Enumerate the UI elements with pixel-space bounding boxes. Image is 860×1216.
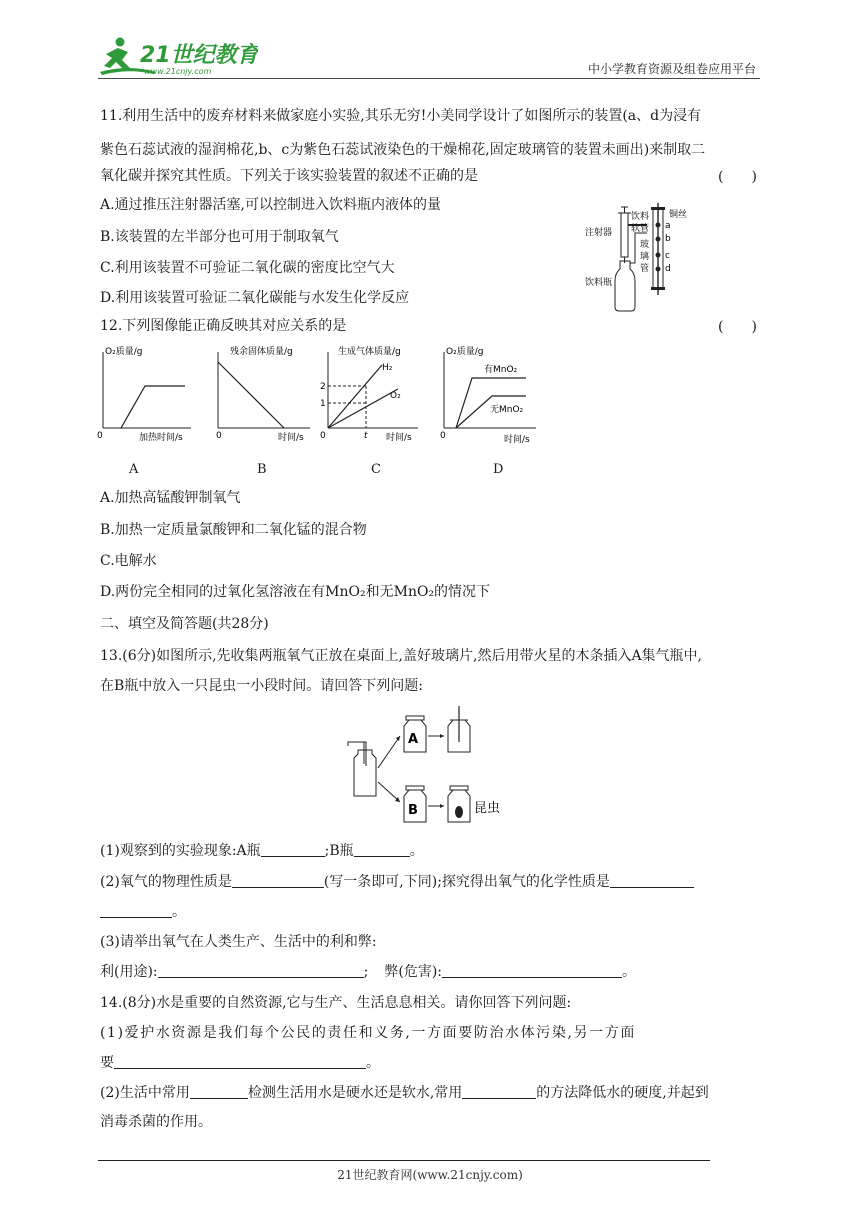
- q11-stem-line3: 氧化碳并探究其性质。下列关于该实验装置的叙述不正确的是: [100, 168, 478, 184]
- q13-part2-text-a: (2)氧气的物理性质是: [100, 874, 232, 890]
- graph-c-ylabel: 生成气体质量/g: [338, 347, 401, 357]
- graph-a-ylabel: O₂质量/g: [105, 347, 143, 357]
- graph-a-caption: A: [129, 462, 139, 477]
- q13-part3-answers: [100, 962, 636, 982]
- q11-stem-line2: 紫色石蕊试液的湿润棉花,b、c为紫色石蕊试液染色的干燥棉花,固定玻璃管的装置未画出)来制取二: [100, 142, 706, 158]
- q13-part1-text-b: ;B瓶: [324, 843, 354, 859]
- label-glass-1: 玻: [640, 240, 650, 250]
- graph-c-caption: C: [371, 462, 381, 477]
- q13-blank-bottle-a[interactable]: [261, 842, 325, 857]
- graph-d-label-with: 有MnO₂: [484, 365, 518, 375]
- graph-d: [436, 340, 541, 450]
- q14-part1-end: 。: [366, 1055, 380, 1071]
- q14-part2-text-c: 的方法降低水的硬度,并起到: [536, 1085, 709, 1101]
- q14-part1-text: 要: [100, 1055, 114, 1071]
- graph-a: [95, 340, 195, 450]
- q13-blank-physical-property[interactable]: [232, 873, 324, 888]
- site-logo: [98, 34, 258, 80]
- q14-blank-save-water[interactable]: [114, 1054, 366, 1069]
- graph-b-ylabel: 残余固体质量/g: [230, 347, 293, 357]
- q13-blank-use[interactable]: [158, 963, 364, 978]
- q14-part2-line2: 消毒杀菌的作用。: [100, 1114, 212, 1130]
- label-a: a: [665, 221, 671, 231]
- section-2-title: 二、填空及简答题(共28分): [100, 616, 269, 632]
- graph-d-xlabel: 时间/s: [504, 435, 530, 445]
- label-copper-wire: 铜丝: [669, 210, 688, 220]
- graph-b-curve: [218, 362, 284, 428]
- q13-bottles-figure: [344, 706, 514, 830]
- graph-c-line-h2: [328, 365, 382, 428]
- q12-option-c: C.电解水: [100, 553, 157, 569]
- q13-stem-line2: 在B瓶中放入一只昆虫一小段时间。请回答下列问题:: [100, 678, 424, 694]
- q13-separator: ;: [363, 964, 369, 980]
- logo-url-text: www.21cnjy.com: [144, 67, 212, 76]
- q13-use-label: 利(用途):: [100, 964, 158, 980]
- q13-harm-label: 弊(危害):: [384, 964, 442, 980]
- graph-d-curve-with: [456, 378, 526, 428]
- footer-divider: [98, 1160, 710, 1161]
- q13-blank-chemical-property-1[interactable]: [610, 873, 694, 888]
- graph-b-xlabel: 时间/s: [278, 433, 304, 443]
- graph-c: [318, 340, 423, 450]
- graph-c-label-h2: H₂: [382, 363, 393, 373]
- q12-option-d: D.两份完全相同的过氧化氢溶液在有MnO₂和无MnO₂的情况下: [100, 584, 491, 600]
- q14-part1-line2: [100, 1053, 380, 1073]
- graph-c-tick-t: t: [364, 431, 368, 441]
- graph-d-caption: D: [493, 462, 504, 477]
- graph-d-ylabel: O₂质量/g: [446, 347, 484, 357]
- q14-part2: [100, 1083, 709, 1103]
- graph-c-xlabel: 时间/s: [386, 433, 412, 443]
- graph-d-label-without: 无MnO₂: [490, 405, 524, 415]
- q14-blank-detect[interactable]: [190, 1084, 248, 1099]
- q14-part1-line1: (1)爱护水资源是我们每个公民的责任和义务,一方面要防治水体污染,另一方面: [100, 1025, 636, 1041]
- q14-part2-text-a: (2)生活中常用: [100, 1085, 190, 1101]
- label-glass-2: 璃: [640, 252, 650, 262]
- graph-b-caption: B: [257, 462, 267, 477]
- graph-c-tick-2: 2: [320, 382, 326, 392]
- insect-label: 昆虫: [474, 801, 501, 816]
- q13-stem-line1: 13.(6分)如图所示,先收集两瓶氧气正放在桌面上,盖好玻璃片,然后用带火星的木条插入A集气瓶中,: [100, 648, 703, 664]
- q12-option-a: A.加热高锰酸钾制氧气: [100, 490, 241, 506]
- q12-answer-bracket: ( ): [718, 319, 757, 335]
- q13-part2-text-b: (写一条即可,下同);探究得出氧气的化学性质是: [323, 874, 610, 890]
- q12-option-b: B.加热一定质量氯酸钾和二氧化锰的混合物: [100, 522, 367, 538]
- platform-name: 中小学教育资源及组卷应用平台: [587, 62, 756, 76]
- header-divider: [98, 78, 760, 79]
- label-syringe: 注射器: [585, 228, 613, 238]
- graph-c-line-o2: [328, 389, 398, 428]
- q14-blank-soften[interactable]: [462, 1084, 536, 1099]
- q14-part2-text-b: 检测生活用水是硬水还是软水,常用: [247, 1085, 463, 1101]
- q13-part3: (3)请举出氧气在人类生产、生活中的利和弊:: [100, 934, 377, 950]
- q13-part3-end: 。: [622, 964, 636, 980]
- q11-apparatus-figure: [585, 203, 705, 315]
- q13-blank-chemical-property-2[interactable]: [100, 903, 172, 918]
- footer-text: 21世纪教育网(www.21cnjy.com): [337, 1168, 523, 1182]
- insect-icon: [455, 806, 463, 818]
- label-glass-3: 管: [640, 264, 650, 274]
- bottle-b-label: B: [408, 803, 418, 818]
- graph-d-origin: 0: [440, 431, 446, 441]
- q13-blank-bottle-b[interactable]: [354, 842, 410, 857]
- label-tube-top: 饮料: [631, 212, 650, 222]
- graph-a-curve: [121, 386, 185, 428]
- graph-a-xlabel: 加热时间/s: [139, 433, 183, 443]
- q11-option-b: B.该装置的左半部分也可用于制取氧气: [100, 229, 339, 245]
- q13-part2-cont: [100, 902, 186, 922]
- label-bottle: 饮料瓶: [585, 278, 613, 288]
- label-b: b: [665, 234, 671, 244]
- q14-stem: 14.(8分)水是重要的自然资源,它与生产、生活息息相关。请你回答下列问题:: [100, 995, 572, 1011]
- label-c: c: [665, 251, 670, 261]
- label-d: d: [665, 264, 671, 274]
- label-tube-bottom: 软管: [631, 224, 650, 234]
- logo-main-text: 21世纪教育: [140, 43, 258, 68]
- graph-b: [210, 340, 315, 450]
- graph-c-label-o2: O₂: [390, 391, 401, 401]
- graph-b-origin: 0: [216, 431, 222, 441]
- q11-answer-bracket: ( ): [718, 169, 757, 185]
- q12-stem: 12.下列图像能正确反映其对应关系的是: [100, 318, 347, 334]
- q11-stem-line1: 11.利用生活中的废弃材料来做家庭小实验,其乐无穷!小美同学设计了如图所示的装置(a、d为浸有: [100, 108, 702, 124]
- q13-blank-harm[interactable]: [442, 963, 622, 978]
- q13-part1-end: 。: [409, 843, 424, 859]
- graph-c-origin: 0: [320, 431, 326, 441]
- bottle-a-label: A: [408, 732, 419, 747]
- q13-part2-end: 。: [172, 904, 186, 920]
- graph-c-tick-1: 1: [320, 399, 326, 409]
- q11-option-d: D.利用该装置可验证二氧化碳能与水发生化学反应: [100, 290, 410, 306]
- graph-a-origin: 0: [97, 431, 103, 441]
- q11-option-a: A.通过推压注射器活塞,可以控制进入饮料瓶内液体的量: [100, 197, 442, 213]
- q11-option-c: C.利用该装置不可验证二氧化碳的密度比空气大: [100, 260, 395, 276]
- q13-part1: [100, 841, 424, 861]
- q13-part2: [100, 872, 694, 892]
- q13-part1-text-a: (1)观察到的实验现象:A瓶: [100, 843, 261, 859]
